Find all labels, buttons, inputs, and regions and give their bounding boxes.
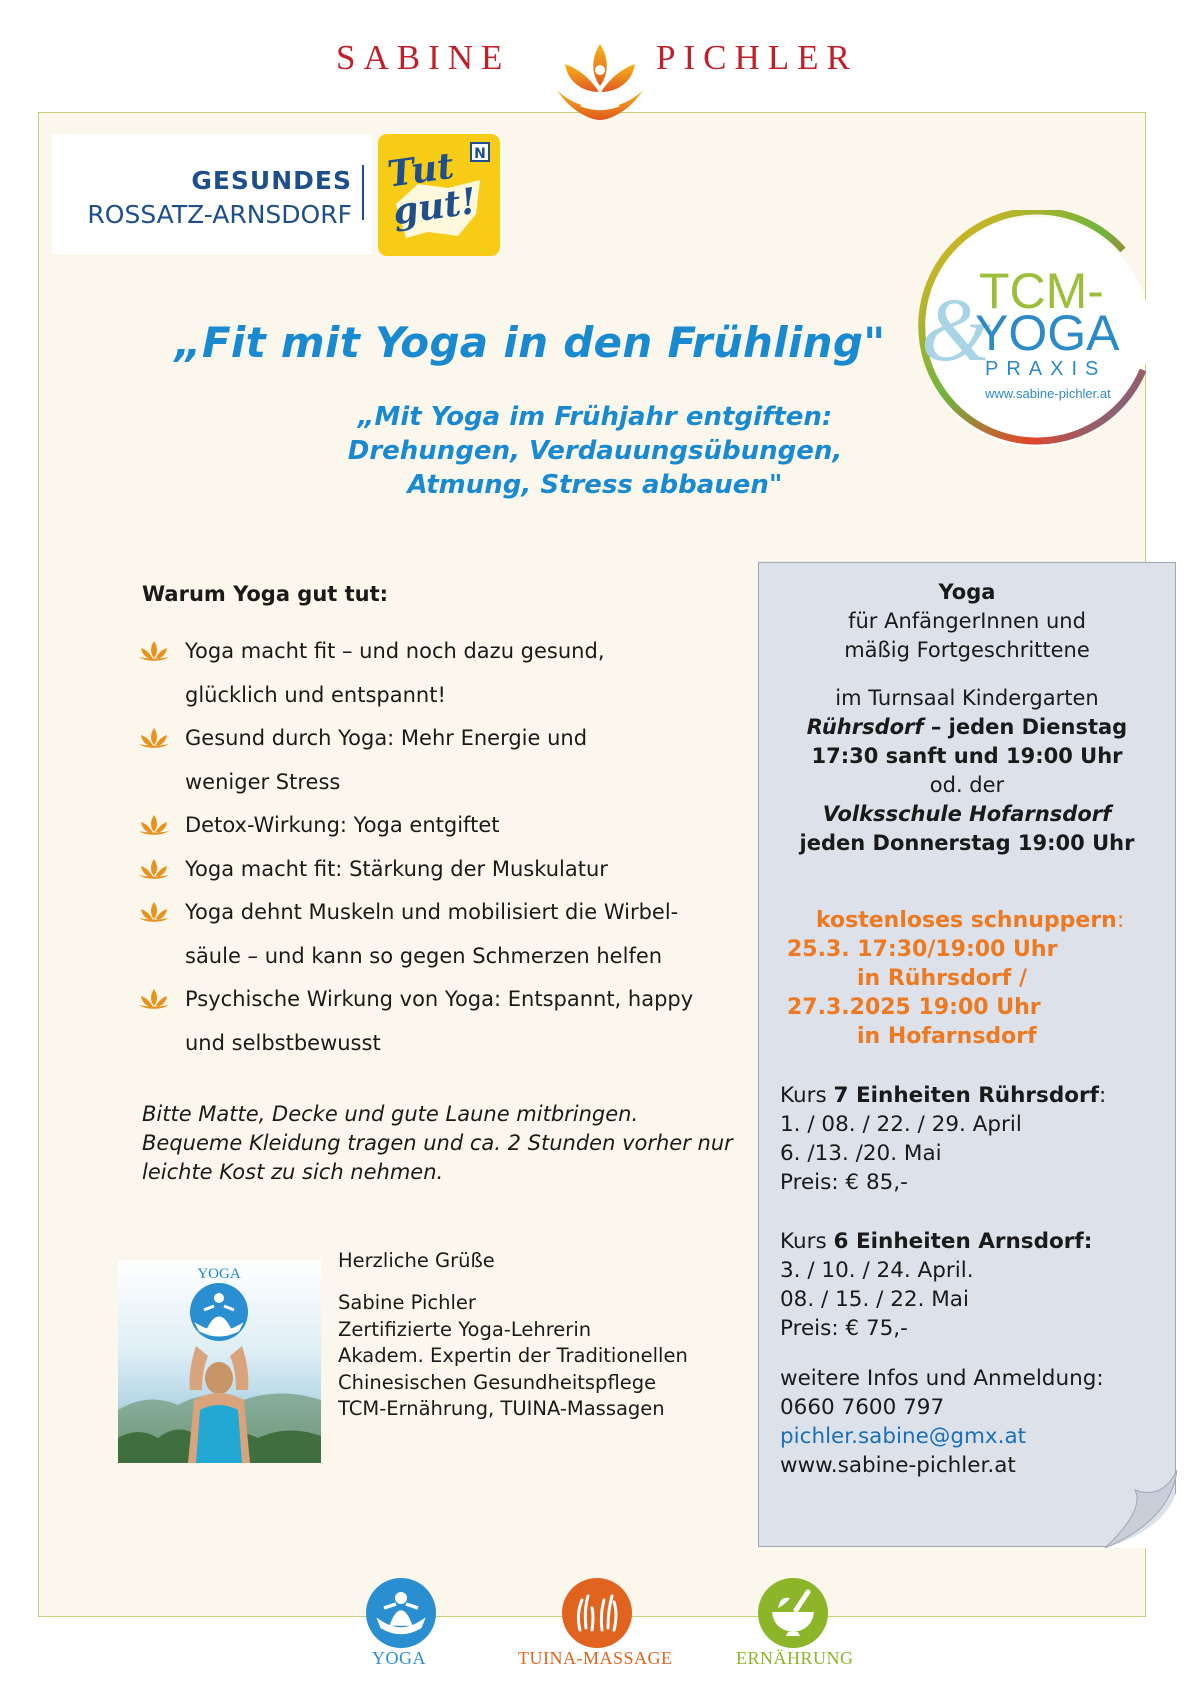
benefit-line-cont: weniger Stress: [185, 769, 341, 794]
bring-note-line1: Bitte Matte, Decke und gute Laune mitbringen.: [142, 1102, 639, 1126]
trial-label-colon: :: [1116, 908, 1125, 933]
course-1-dates: 1. / 08. / 22. / 29. April: [780, 1112, 1022, 1137]
location-2-time: jeden Donnerstag 19:00 Uhr: [799, 831, 1135, 855]
gesundes-rossatz-logo: [52, 134, 372, 254]
info-audience: für AnfängerInnen und: [848, 609, 1086, 633]
signature-line: TCM-Ernährung, TUINA-Massagen: [338, 1397, 665, 1420]
trial-place-1: in Rührsdorf /: [857, 966, 1028, 991]
lotus-bullet-icon: [138, 988, 170, 1010]
contact-email-link[interactable]: pichler.sabine@gmx.at: [780, 1424, 1027, 1449]
benefit-line: Yoga macht fit: Stärkung der Muskulatur: [185, 856, 608, 881]
course-1-name: 7 Einheiten Rührsdorf: [833, 1083, 1099, 1108]
course-2-price: Preis: € 75,-: [780, 1316, 908, 1341]
flyer-subtitle: [330, 400, 860, 502]
flyer-title: „Fit mit Yoga in den Frühling": [174, 318, 886, 367]
benefit-line-cont: und selbstbewusst: [185, 1030, 381, 1055]
lotus-bullet-icon: [138, 858, 170, 880]
list-item: [138, 630, 738, 717]
photo-yoga-label: YOGA: [197, 1266, 241, 1282]
course-1: [780, 1081, 1106, 1197]
course-2: [780, 1227, 1092, 1343]
benefit-line: Psychische Wirkung von Yoga: Entspannt, happy: [185, 987, 694, 1011]
partner-logo-line2: ROSSATZ-ARNSDORF: [87, 200, 352, 229]
location-1-time: 17:30 sanft und 19:00 Uhr: [811, 744, 1123, 768]
location-1-place: Rührsdorf: [806, 715, 924, 739]
info-heading-block: [758, 578, 1176, 665]
list-item: [138, 804, 738, 848]
course-1-prefix: Kurs: [780, 1083, 834, 1108]
subtitle-line2: Drehungen, Verdauungsübungen,: [347, 436, 843, 466]
course-2-dates: 08. / 15. / 22. Mai: [780, 1287, 969, 1312]
trial-label: [816, 906, 1124, 935]
signature-block: [338, 1290, 688, 1423]
benefit-line: Yoga dehnt Muskeln und mobilisiert die Wirbel-: [185, 900, 679, 924]
location-or: od. der: [929, 773, 1005, 797]
info-audience: mäßig Fortgeschrittene: [844, 638, 1090, 662]
location-1: [758, 713, 1176, 742]
benefits-list: [138, 630, 738, 1065]
tcm-logo-ampersand: &: [921, 281, 992, 380]
contact-block: [780, 1364, 1104, 1480]
contact-phone[interactable]: 0660 7600 797: [780, 1395, 945, 1420]
subtitle-line1: „Mit Yoga im Frühjahr entgiften:: [357, 402, 833, 432]
course-2-title: [780, 1227, 1092, 1256]
benefit-line-cont: säule – und kann so gegen Schmerzen helfen: [185, 943, 663, 968]
course-1-colon: :: [1098, 1083, 1107, 1108]
brand-name-first: SABINE: [330, 40, 516, 75]
footer-label-yoga: YOGA: [372, 1648, 426, 1668]
greeting: Herzliche Grüße: [338, 1249, 495, 1272]
footer-label-nutrition: ERNÄHRUNG: [736, 1648, 854, 1668]
trial-date-1: 25.3. 17:30/19:00 Uhr: [787, 937, 1058, 962]
benefit-line-cont: glücklich und entspannt!: [185, 682, 446, 707]
tcm-logo-tcm: TCM-: [979, 263, 1104, 319]
lotus-bullet-icon: [138, 901, 170, 923]
benefit-line: Yoga macht fit – und noch dazu gesund,: [185, 639, 605, 663]
brand-name-last: PICHLER: [650, 40, 864, 75]
signature-line: Chinesischen Gesundheitspflege: [338, 1370, 657, 1394]
lotus-bullet-icon: [138, 640, 170, 662]
list-item: [138, 848, 738, 892]
lotus-bullet-icon: [138, 814, 170, 836]
benefit-line: Detox-Wirkung: Yoga entgiftet: [185, 813, 500, 837]
course-1-title: [780, 1081, 1106, 1110]
tcm-logo-url: www.sabine-pichler.at: [985, 386, 1111, 401]
partner-logo-line1: GESUNDES: [191, 166, 352, 195]
bring-note-line3: leichte Kost zu sich nehmen.: [142, 1160, 444, 1184]
list-item: [138, 717, 738, 804]
benefits-heading: Warum Yoga gut tut:: [142, 582, 389, 606]
footer-label-tuina: TUINA-MASSAGE: [518, 1648, 673, 1668]
lotus-bullet-icon: [138, 727, 170, 749]
tcm-logo-yoga: YOGA: [975, 305, 1120, 361]
tut-gut-text: Tut gut!: [384, 144, 480, 234]
course-1-dates: 6. /13. /20. Mai: [780, 1141, 942, 1166]
course-2-prefix: Kurs: [780, 1229, 834, 1254]
location-intro: im Turnsaal Kindergarten: [835, 686, 1099, 710]
location-1-day: – jeden Dienstag: [923, 715, 1128, 739]
info-heading: Yoga: [938, 580, 996, 604]
trial-label-text: kostenloses schnuppern: [816, 908, 1117, 933]
subtitle-line3: Atmung, Stress abbauen": [407, 470, 783, 500]
logo-divider: [362, 165, 364, 220]
course-2-name: 6 Einheiten Arnsdorf:: [833, 1229, 1093, 1254]
trial-date-2: 27.3.2025 19:00 Uhr: [787, 995, 1041, 1020]
signature-line: Zertifizierte Yoga-Lehrerin: [338, 1317, 592, 1341]
bring-note-line2: Bequeme Kleidung tragen und ca. 2 Stunden vorher nur: [142, 1131, 733, 1155]
signature-name: Sabine Pichler: [338, 1291, 476, 1314]
yoga-photo: [118, 1260, 321, 1463]
noe-icon: N: [470, 142, 490, 162]
contact-intro: weitere Infos und Anmeldung:: [780, 1366, 1104, 1391]
contact-website[interactable]: www.sabine-pichler.at: [780, 1453, 1016, 1478]
bring-note: [142, 1100, 752, 1187]
benefit-line: Gesund durch Yoga: Mehr Energie und: [185, 726, 588, 750]
list-item: [138, 978, 738, 1065]
yoga-woman-illustration: [118, 1260, 321, 1463]
trial-place-2: in Hofarnsdorf: [857, 1024, 1037, 1049]
mortar-footer-icon: [758, 1578, 828, 1648]
signature-line: Akadem. Expertin der Traditionellen: [338, 1344, 688, 1367]
location-2-place: Volksschule Hofarnsdorf: [822, 802, 1112, 826]
lotus-meditation-logo: [555, 40, 645, 128]
tut-gut-badge: [378, 134, 500, 256]
page-curl-icon: [1105, 1470, 1177, 1548]
tcm-yoga-praxis-logo: [913, 210, 1153, 455]
list-item: [138, 891, 738, 978]
course-1-price: Preis: € 85,-: [780, 1170, 908, 1195]
yoga-footer-icon: [366, 1578, 436, 1648]
info-location-block: [758, 684, 1176, 858]
course-2-dates: 3. / 10. / 24. April.: [780, 1258, 974, 1283]
hands-footer-icon: [562, 1578, 632, 1648]
tcm-logo-praxis: PRAXIS: [985, 358, 1107, 380]
